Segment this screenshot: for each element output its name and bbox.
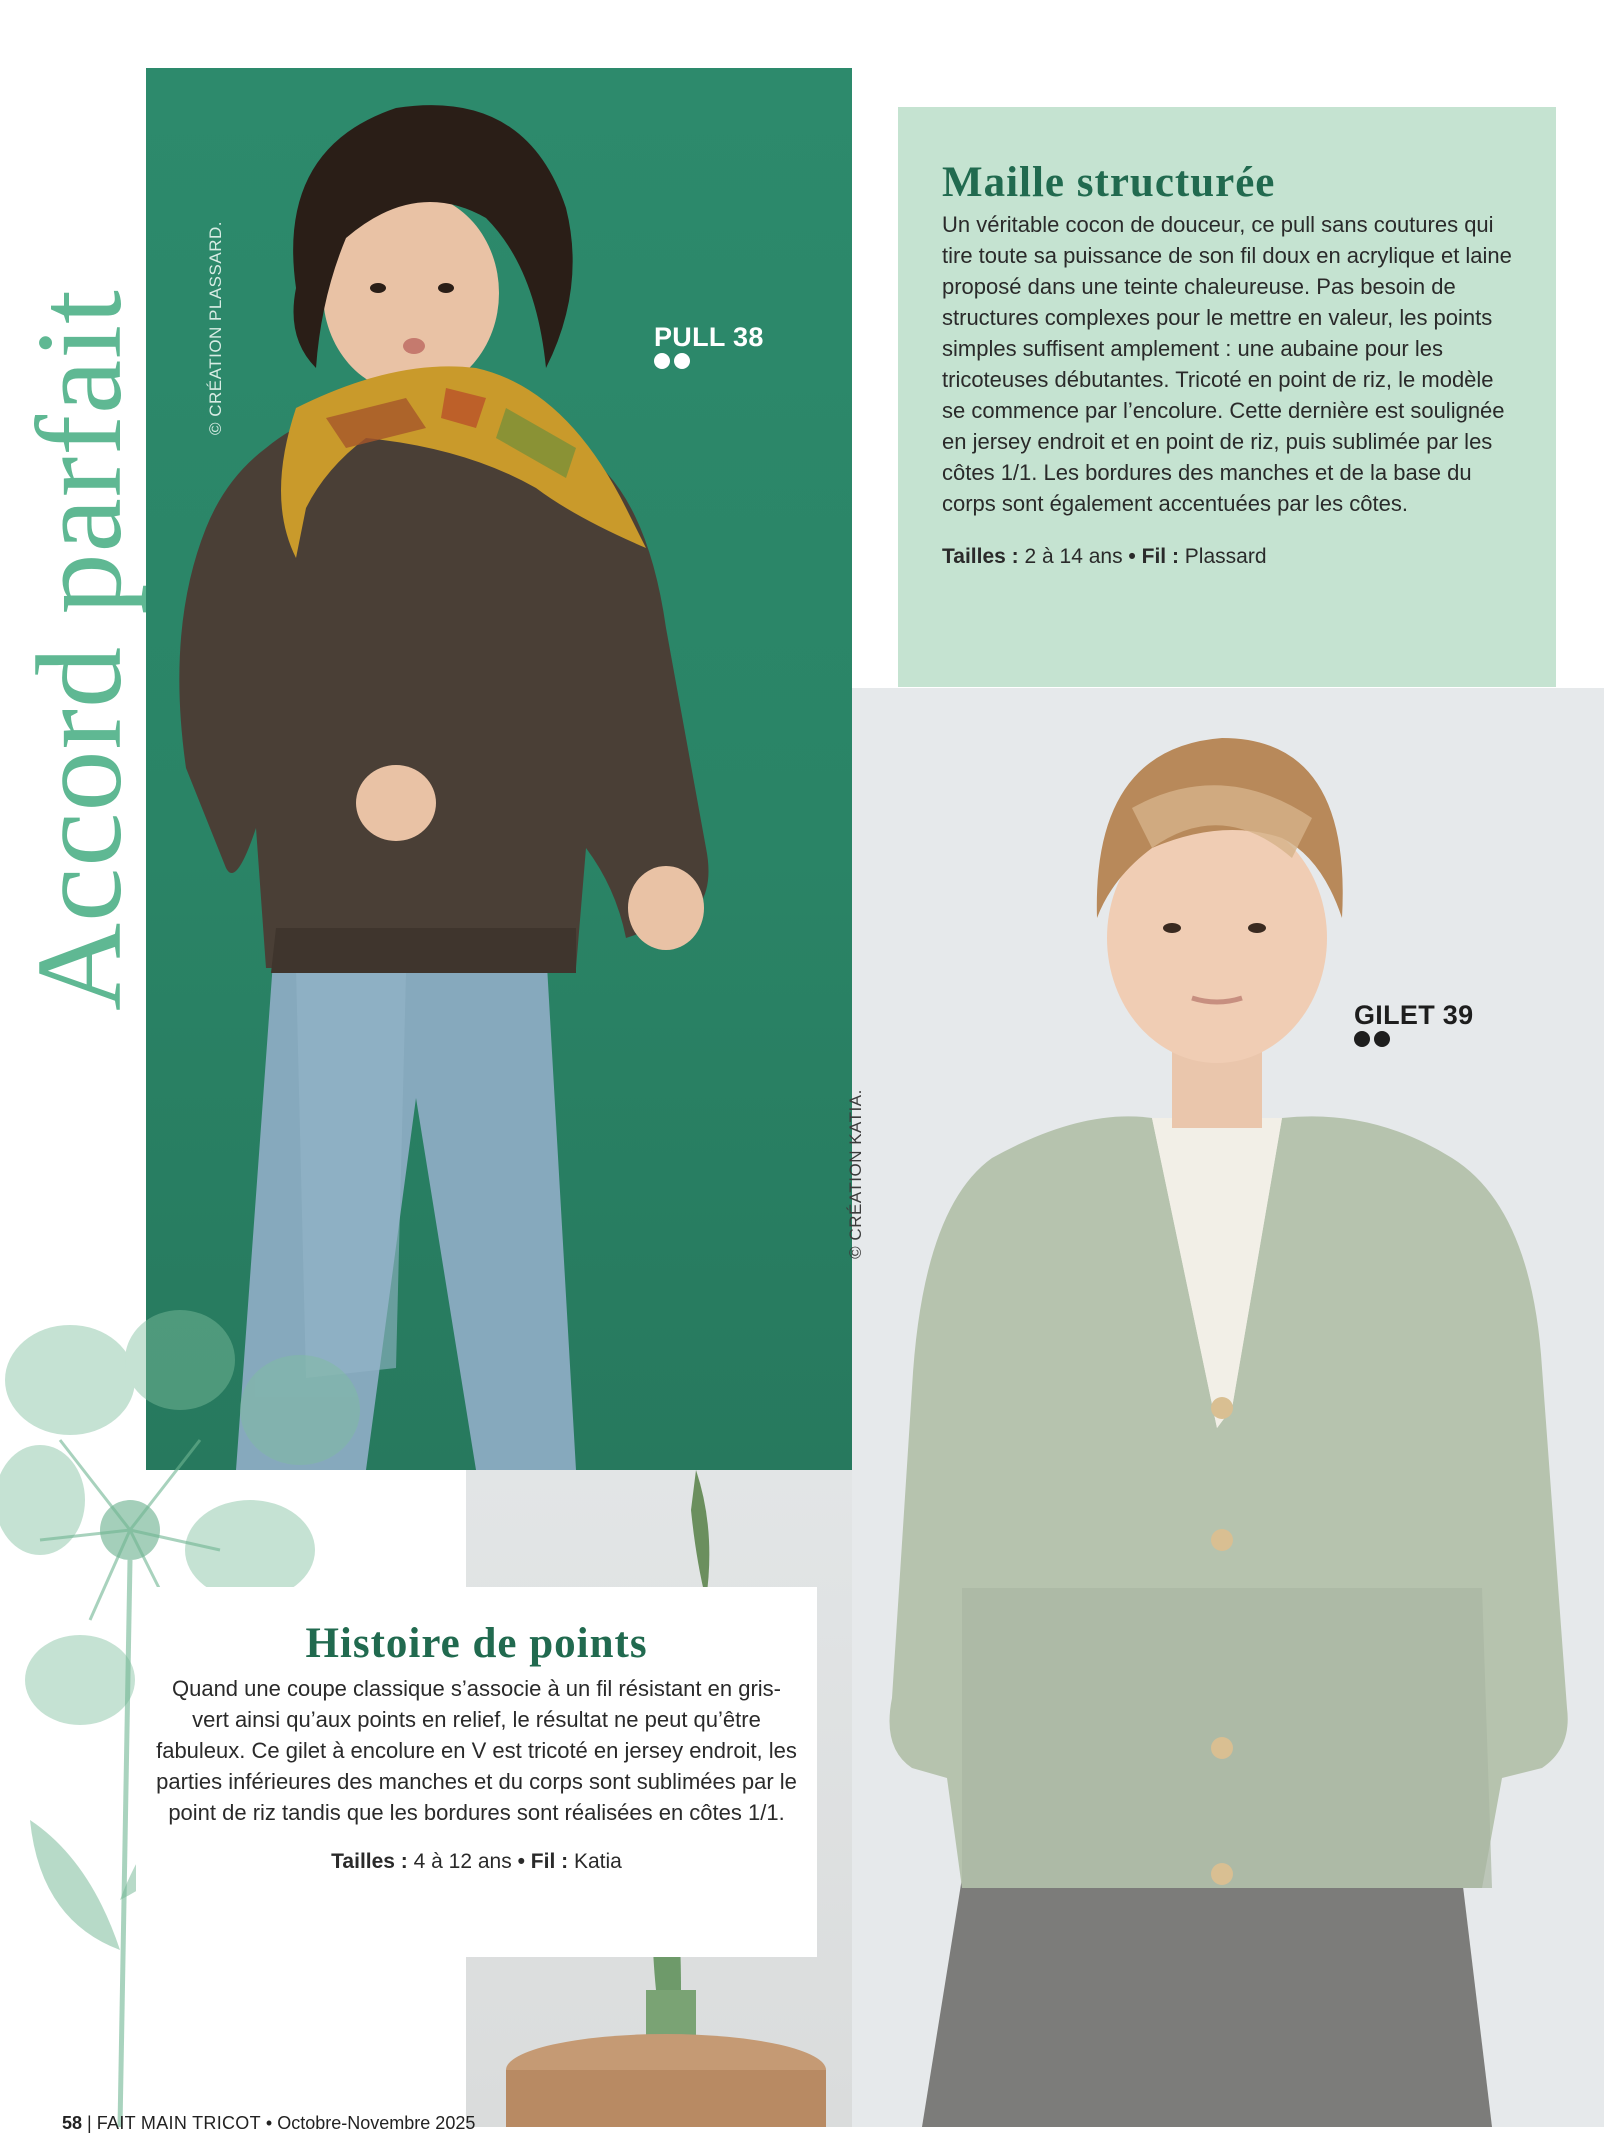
sizes-label: Tailles : <box>942 545 1019 568</box>
text-box-maille-structuree <box>898 107 1556 687</box>
yarn-value: Katia <box>573 1850 622 1873</box>
model-tag-pull <box>654 322 764 374</box>
photo-gilet-39 <box>852 688 1604 2127</box>
box-heading: Maille structurée <box>942 159 1276 206</box>
difficulty-dots <box>654 353 764 374</box>
model-label: GILET 39 <box>1354 1000 1474 1030</box>
footer-bullet: • <box>265 2113 273 2133</box>
sizes-value: 2 à 14 ans <box>1024 545 1123 568</box>
sizes-label: Tailles : <box>331 1850 408 1873</box>
child-green-cardigan-illustration <box>852 688 1604 2127</box>
photo-pull-38 <box>146 68 852 1470</box>
model-label: PULL 38 <box>654 322 764 352</box>
child-brown-sweater-illustration <box>146 68 852 1470</box>
box-heading: Histoire de points <box>305 1620 648 1667</box>
page-number: 58 <box>62 2113 83 2133</box>
difficulty-dots <box>1354 1031 1473 1052</box>
yarn-label: Fil : <box>530 1850 569 1873</box>
issue-date: Octobre-Novembre 2025 <box>277 2113 476 2133</box>
difficulty-dot-icon <box>654 353 670 369</box>
photo-credit-katia: © CRÉATION KATIA. <box>846 1089 865 1259</box>
sizes-value: 4 à 12 ans <box>413 1850 512 1873</box>
yarn-value: Plassard <box>1184 545 1267 568</box>
model-tag-gilet <box>1354 1000 1473 1052</box>
footer-separator: | <box>87 2113 92 2133</box>
text-box-histoire-de-points <box>136 1587 817 1957</box>
page-footer <box>62 2113 475 2134</box>
box-meta: Tailles : 4 à 12 ans • Fil : Katia <box>331 1850 622 1873</box>
difficulty-dot-icon <box>1374 1031 1390 1047</box>
box-body-text: Quand une coupe classique s’associe à un fil résistant en gris-vert ainsi qu’aux points en relief, le résultat ne peut qu’être fabuleux. Ce gilet à encolure en V est tricoté en jersey endroit, les parties inférieures des manches et du corps sont sublimées par le point de riz tandis que les bordures sont réalisées en côtes 1/1. <box>156 1676 797 1825</box>
magazine-name: FAIT MAIN TRICOT <box>96 2113 261 2133</box>
box-body-text: Un véritable cocon de douceur, ce pull sans coutures qui tire toute sa puissance de son fil doux en acrylique et laine proposé dans une teinte chaleureuse. Pas besoin de structures complexes pour le mettre en valeur, les points simples suffisent amplement : une aubaine pour les tricoteuses débutantes. Tricoté en point de riz, le modèle se commence par l’encolure. Cette dernière est soulignée en jersey endroit et en point de riz, puis sublimée par les côtes 1/1. Les bordures des manches et de la base du corps sont également accentuées par les côtes. <box>942 212 1512 516</box>
photo-credit-plassard: © CRÉATION PLASSARD. <box>206 221 225 435</box>
difficulty-dot-icon <box>1354 1031 1370 1047</box>
box-meta: Tailles : 2 à 14 ans • Fil : Plassard <box>942 545 1267 568</box>
page-title: Accord parfait <box>12 289 147 1011</box>
yarn-label: Fil : <box>1141 545 1179 568</box>
difficulty-dot-icon <box>674 353 690 369</box>
